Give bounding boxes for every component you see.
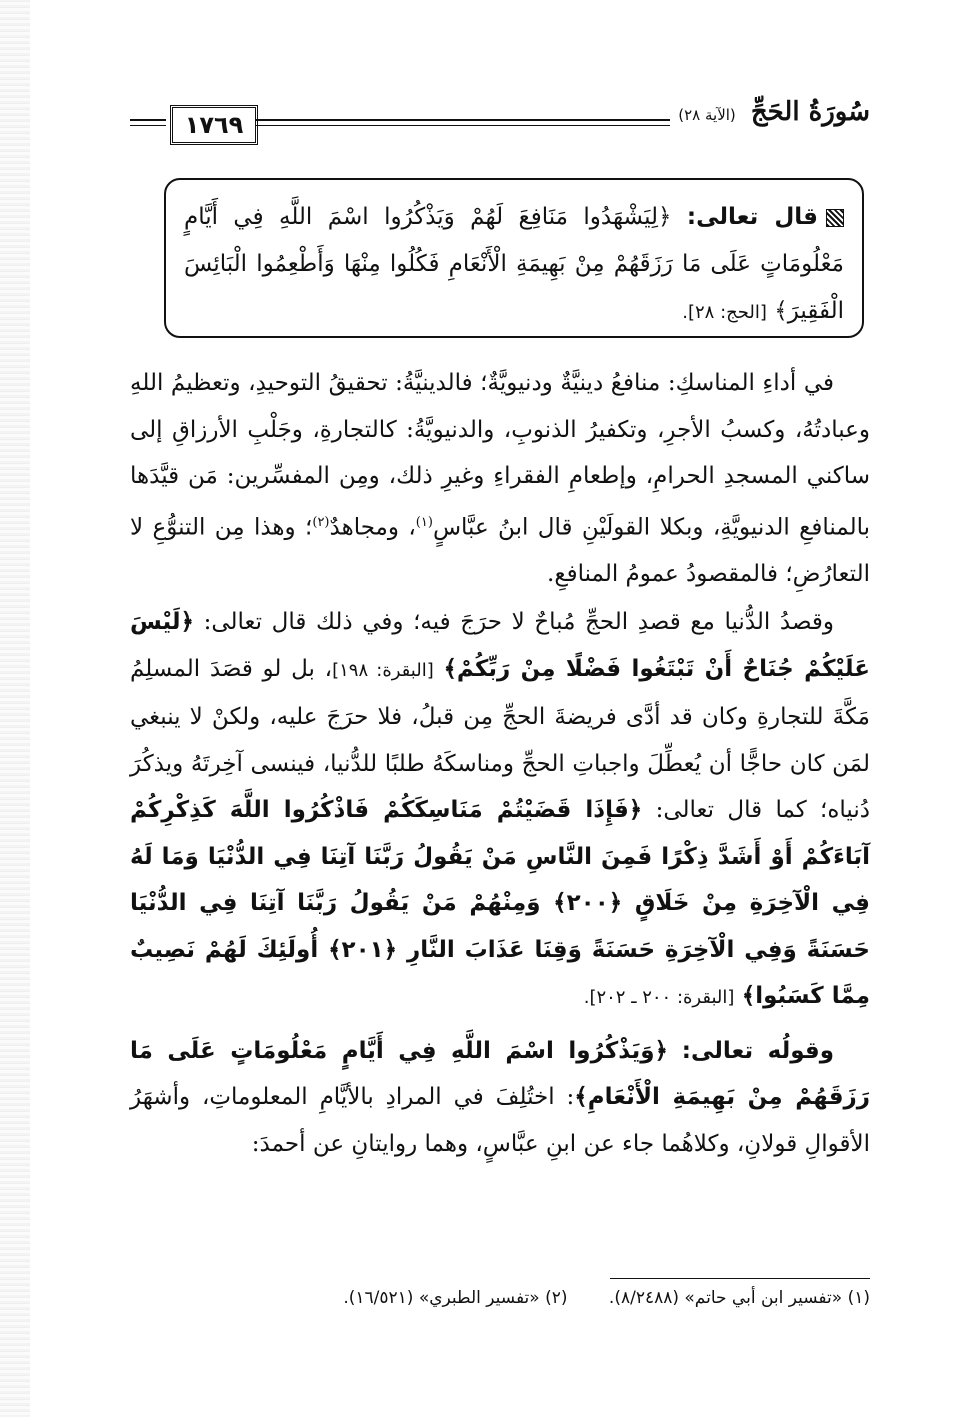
scan-edge-texture bbox=[0, 0, 30, 1417]
footnote-1: (١) «تفسير ابن أبي حاتم» (٨/٢٤٨٨). bbox=[608, 1288, 870, 1308]
body-text bbox=[130, 360, 870, 1167]
citation-2: [البقرة: ٢٠٠ ـ ٢٠٢]. bbox=[583, 987, 735, 1009]
footnote-2: (٢) «تفسير الطبري» (١٦/٥٢١). bbox=[343, 1288, 568, 1308]
paragraph-2 bbox=[130, 599, 870, 1022]
citation-1: [البقرة: ١٩٨] bbox=[332, 659, 434, 681]
p1-text-b: ، ومجاهدٌ bbox=[329, 514, 416, 541]
ornament-icon bbox=[826, 209, 844, 227]
quran-quote-3: ﴿وَيَذْكُرُوا اسْمَ اللَّهِ فِي أَيَّامٍ مَعْلُومَاتٍ عَلَى مَا رَزَقَهُمْ مِنْ بَهِيمَةِ الْأَنْعَامِ﴾ bbox=[130, 1037, 870, 1111]
page-header bbox=[130, 95, 870, 155]
footnote-marker-2[interactable]: (٢) bbox=[312, 514, 330, 530]
header-rule-left bbox=[130, 119, 166, 121]
verse-citation: [الحج: ٢٨]. bbox=[682, 302, 767, 323]
p2-text-a: وقصدُ الدُّنيا مع قصدِ الحجِّ مُباحٌ لا حرَجَ فيه؛ وفي ذلك قال تعالى: bbox=[203, 609, 835, 636]
surah-title: سُورَةُ الحَجِّ bbox=[750, 97, 870, 127]
p1-text-c: ؛ وهذا مِن التنوُّعِ لا التعارُضِ؛ فالمقصودُ عمومُ المنافعِ. bbox=[130, 514, 870, 587]
p3-text-b: : اختُلِفَ في المرادِ بالأيَّامِ المعلوماتِ، وأشهَرُ الأقوالِ قولانِ، وكلاهُما جاء عن ابنِ عبَّاسٍ، وهما روايتانِ عن أحمدَ: bbox=[130, 1084, 870, 1157]
p3-lead: وقولُه تعالى: bbox=[681, 1037, 834, 1064]
verse-lead: قال تعالى: bbox=[686, 204, 818, 230]
verse-reference: (الآية ٢٨) bbox=[678, 106, 736, 124]
p1-text-a: في أداءِ المناسكِ: منافعُ دينيَّةٌ ودنيويَّةٌ؛ فالدينيَّةُ: تحقيقُ التوحيدِ، وتعظيمُ اللهِ وعبادتُهُ، وكسبُ الأجرِ، وتكفيرُ الذنوبِ، والدنيويَّةُ: كالتجارةِ، وجَلْبِ الأرزاقِ إلى ساكني المسجدِ الحرامِ، وإطعامِ الفقراءِ وغيرِ ذلك، ومِن المفسِّرين: مَن قيَّدَها بالمنافعِ الدنيويَّةِ، وبكلا القولَيْنِ قال ابنُ عبَّاسٍ bbox=[130, 370, 871, 541]
paragraph-3 bbox=[130, 1028, 870, 1168]
paragraph-1 bbox=[130, 360, 870, 597]
footnote-marker-1[interactable]: (١) bbox=[415, 514, 433, 530]
page-number: ١٧٦٩ bbox=[170, 105, 258, 145]
running-title bbox=[670, 97, 870, 127]
quran-quote-1: ﴿لَيْسَ عَلَيْكُمْ جُنَاحٌ أَنْ تَبْتَغُوا فَضْلًا مِنْ رَبِّكُمْ﴾ bbox=[130, 609, 870, 682]
quran-verse: ﴿لِيَشْهَدُوا مَنَافِعَ لَهُمْ وَيَذْكُرُوا اسْمَ اللَّهِ فِي أَيَّامٍ مَعْلُومَاتٍ عَلَى مَا رَزَقَهُمْ مِنْ بَهِيمَةِ الْأَنْعَامِ فَكُلُوا مِنْهَا وَأَطْعِمُوا الْبَائِسَ الْفَقِيرَ﴾ bbox=[184, 204, 844, 324]
quran-quote-2: ﴿فَإِذَا قَضَيْتُمْ مَنَاسِكَكُمْ فَاذْكُرُوا اللَّهَ كَذِكْرِكُمْ آبَاءَكُمْ أَوْ أَشَدَّ ذِكْرًا فَمِنَ النَّاسِ مَنْ يَقُولُ رَبَّنَا آتِنَا فِي الدُّنْيَا وَمَا لَهُ فِي الْآخِرَةِ مِنْ خَلَاقٍ ﴿٢٠٠﴾ وَمِنْهُمْ مَنْ يَقُولُ رَبَّنَا آتِنَا فِي الدُّنْيَا حَسَنَةً وَفِي الْآخِرَةِ حَسَنَةً وَقِنَا عَذَابَ النَّارِ ﴿٢٠١﴾ أُولَئِكَ لَهُمْ نَصِيبٌ مِمَّا كَسَبُوا﴾ bbox=[130, 797, 870, 1010]
header-rule-left-thin bbox=[130, 125, 166, 126]
verse-box bbox=[164, 178, 864, 338]
footnotes bbox=[200, 1288, 870, 1308]
p2-text-b: ، بل لو قصَدَ المسلِمُ مَكَّةَ للتجارةِ وكان قد أدَّى فريضةَ الحجِّ مِن قبلُ، فلا حرَجَ عليه، ولكنْ لا ينبغي لمَن كان حاجًّا أن يُعطِّلَ واجباتِ الحجِّ ومناسكَهُ طلبًا للدُّنيا، فينسى آخِرتَهُ ويذكُرَ دُنياه؛ كما قال تعالى: bbox=[130, 655, 870, 824]
footnote-divider bbox=[610, 1278, 870, 1279]
